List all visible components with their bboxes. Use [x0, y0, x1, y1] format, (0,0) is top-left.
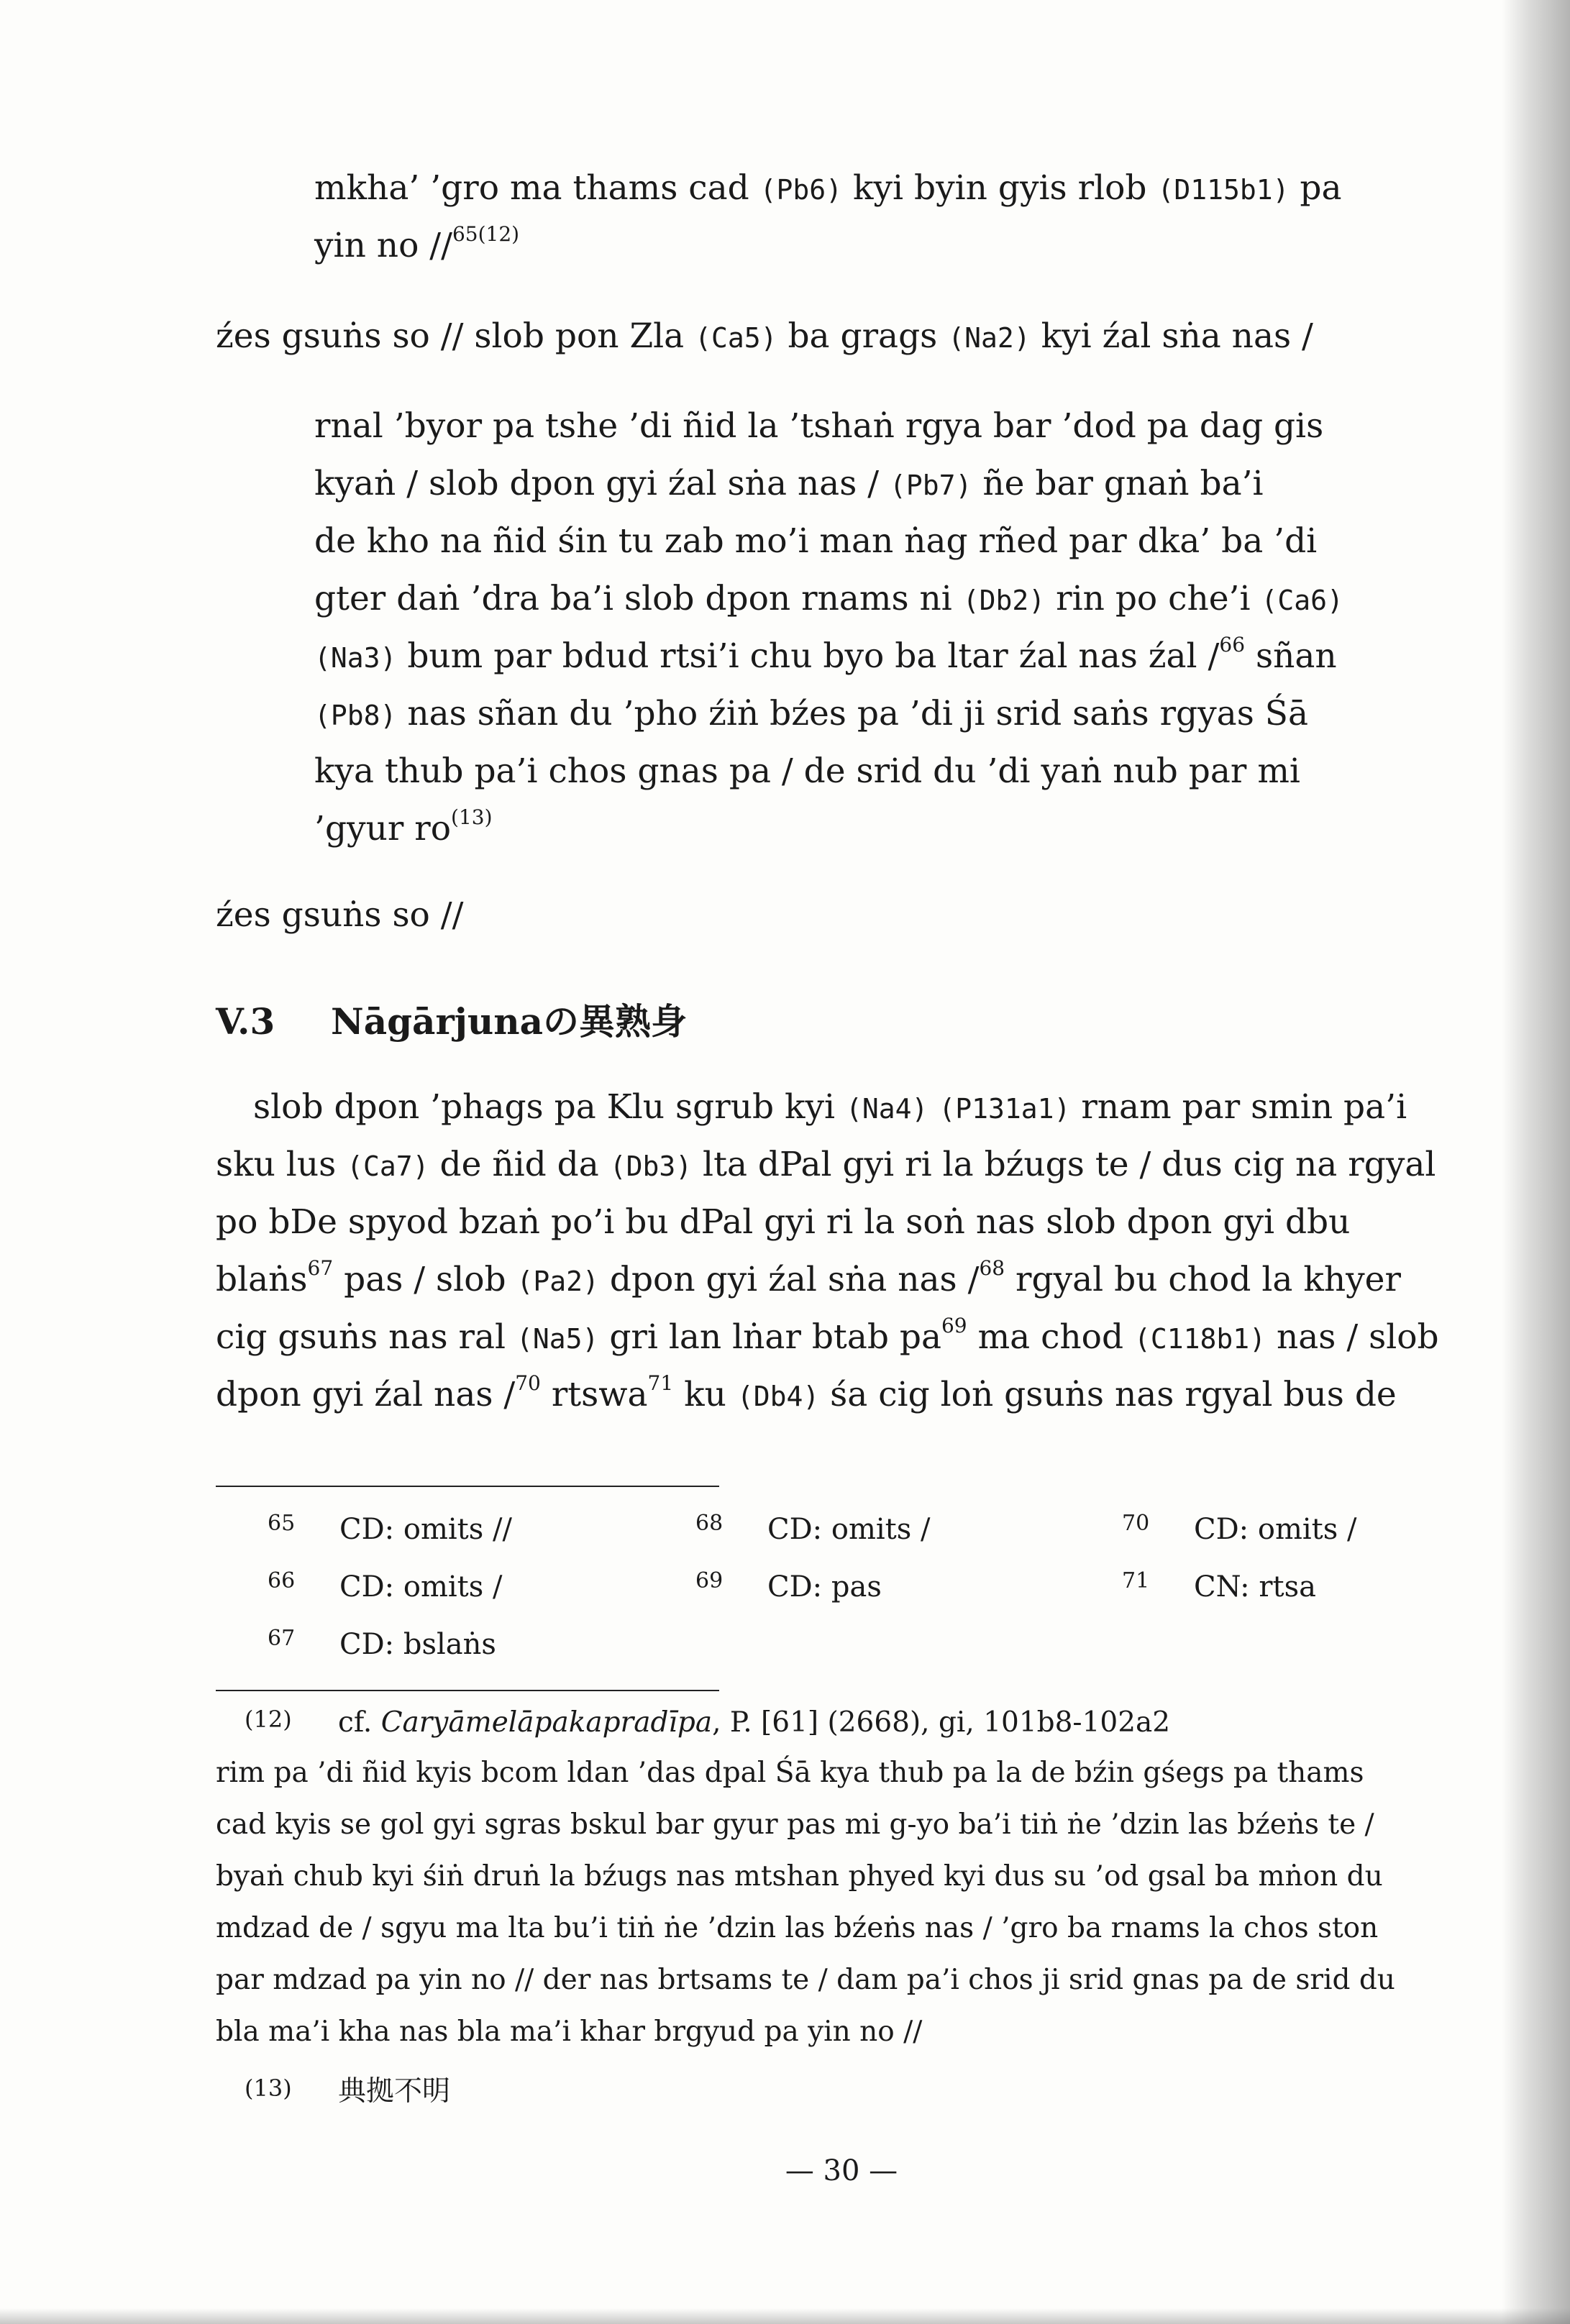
siglum: (Pb6) [759, 174, 843, 206]
text-line: rnal ’byor pa tshe ’di ñid la ’tshaṅ rgya bar ’dod pa dag gis [314, 406, 1324, 446]
siglum: (Na5) [516, 1323, 599, 1355]
siglum: (C118b1) [1134, 1323, 1267, 1355]
footnote-column [1122, 1498, 1356, 1613]
siglum: (D115b1) [1157, 174, 1290, 206]
siglum: (Ca6) [1261, 585, 1343, 616]
page [216, 0, 1467, 2324]
footnote-ref: 67 [307, 1256, 334, 1280]
footnote-ref: 70 [515, 1371, 541, 1395]
text-line: (Na3) bum par bdud rtsi’i chu byo ba ltar źal nas źal /$^{66}$ sñan [314, 633, 1337, 676]
footnote-ref: (13) [451, 805, 493, 829]
text-line: (Pb8) nas sñan du ’pho źiṅ bźes pa ’di ji srid saṅs rgyas Śā [314, 694, 1308, 733]
footnote-column [695, 1498, 930, 1613]
siglum: (Ca7) [347, 1150, 429, 1182]
footnote-ref: 71 [647, 1371, 674, 1395]
endnote-line: mdzad de / sgyu ma lta bu’i tiṅ ṅe ’dzin las bźeṅs nas / ’gro ba rnams la chos ston [216, 1912, 1379, 1944]
text-line: źes gsuṅs so // [216, 895, 464, 935]
text-line: yin no //$^{65(12)}$ [314, 222, 520, 265]
footnote: 65 CD: omits // [268, 1511, 512, 1546]
text-line: źes gsuṅs so // slob pon Zla (Ca5) ba grags (Na2) kyi źal sṅa nas / [216, 316, 1313, 356]
siglum: (Na3) [314, 642, 397, 674]
text-line: dpon gyi źal nas /$^{70}$ rtswa$^{71}$ ku (Db4) śa cig loṅ gsuṅs nas rgyal bus de [216, 1371, 1397, 1414]
text-line: ’gyur $ro^{(13)}$ [314, 805, 493, 848]
footnote-ref: 66 [1219, 633, 1246, 657]
text-line: kyaṅ / slob dpon gyi źal sṅa nas / (Pb7) ñe bar gnaṅ ba’i [314, 464, 1264, 503]
footnote: 69 CD: pas [695, 1568, 882, 1604]
text-line: gter daṅ ’dra ba’i slob dpon rnams ni (Db2) rin po che’i (Ca6) [314, 579, 1343, 618]
page-number: — 30 — [785, 2154, 898, 2187]
siglum: (Db4) [736, 1381, 820, 1412]
siglum: (Na2) [948, 322, 1031, 354]
page-edge-shadow [1502, 0, 1570, 2324]
footnote-rule [216, 1486, 719, 1487]
text-line: sku lus (Ca7) de ñid da (Db3) lta dPal gyi ri la bźugs te / dus cig na rgyal [216, 1145, 1436, 1184]
footnote: 66 CD: omits / [268, 1568, 503, 1604]
footnote-ref: 65(12) [452, 222, 520, 246]
siglum: (Db3) [609, 1150, 693, 1182]
endnote-line: rim pa ’di ñid kyis bcom ldan ’das dpal Śā kya thub pa la de bźin gśegs pa thams [216, 1757, 1364, 1789]
endnote-line: byaṅ chub kyi śiṅ druṅ la bźugs nas mtshan phyed kyi dus su ’od gsal ba mṅon du [216, 1860, 1383, 1893]
text-line: po bDe spyod bzaṅ po’i bu dPal gyi ri la soṅ nas slob dpon gyi dbu [216, 1202, 1351, 1242]
section-number: V.3 [216, 1000, 275, 1043]
footnote-ref: 68 [979, 1256, 1005, 1280]
footnote-column [268, 1498, 512, 1670]
footnote-ref: 69 [941, 1314, 967, 1337]
siglum: (Na4) [846, 1093, 928, 1125]
endnote-line: cad kyis se gol gyi sgras bskul bar gyur pas mi g-yo ba’i tiṅ ṅe ’dzin las bźeṅs te / [216, 1808, 1374, 1841]
footnote: 70 CD: omits / [1122, 1511, 1357, 1546]
endnote-number: (12) [245, 1706, 292, 1733]
footnote: 71 CN: rtsa [1122, 1568, 1316, 1604]
endnote-citation: (13) 典拠不明 [245, 2062, 450, 2118]
endnote-citation: (12) cf. Caryāmelāpakapradīpa, P. [61] (2668), gi, 101b8-102a2 [245, 1693, 1170, 1749]
text-line: cig gsuṅs nas ral (Na5) gri lan lṅar btab $pa^{69}$ ma chod (C118b1) nas / slob [216, 1314, 1439, 1357]
section-heading [216, 993, 687, 1051]
siglum: (Pa2) [516, 1266, 599, 1297]
text-line: blaṅs$^{67}$ pas / slob (Pa2) dpon gyi źal sṅa nas /$^{68}$ rgyal bu chod la khyer [216, 1256, 1401, 1299]
text-line: de kho na ñid śin tu zab mo’i man ṅag rñed par dka’ ba ’di [314, 521, 1318, 561]
siglum: (P131a1) [939, 1093, 1071, 1125]
work-title: Caryāmelāpakapradīpa [380, 1706, 713, 1739]
siglum: (Ca5) [695, 322, 777, 354]
section-title: Nāgārjunaの異熟身 [331, 1000, 687, 1043]
endnote-rule [216, 1690, 719, 1691]
text-line: slob dpon ’phags pa Klu sgrub kyi (Na4) (P131a1) rnam par smin pa’i [253, 1087, 1407, 1127]
footnote: 68 CD: omits / [695, 1511, 931, 1546]
footnote: 67 CD: bslaṅs [268, 1626, 496, 1661]
siglum: (Pb8) [314, 700, 397, 731]
endnote-line: par mdzad pa yin no // der nas brtsams te / dam pa’i chos ji srid gnas pa de srid du [216, 1964, 1395, 1996]
text-line: kya thub pa’i chos gnas pa / de srid du ’di yaṅ nub par mi [314, 751, 1300, 791]
endnote-line: bla ma’i kha nas bla ma’i khar brgyud pa yin no // [216, 2016, 923, 2048]
siglum: (Db2) [962, 585, 1046, 616]
endnote-number: (13) [245, 2074, 292, 2102]
text-line: mkha’ ’gro ma thams cad (Pb6) kyi byin gyis rlob (D115b1) pa [314, 168, 1342, 208]
siglum: (Pb7) [890, 470, 972, 501]
